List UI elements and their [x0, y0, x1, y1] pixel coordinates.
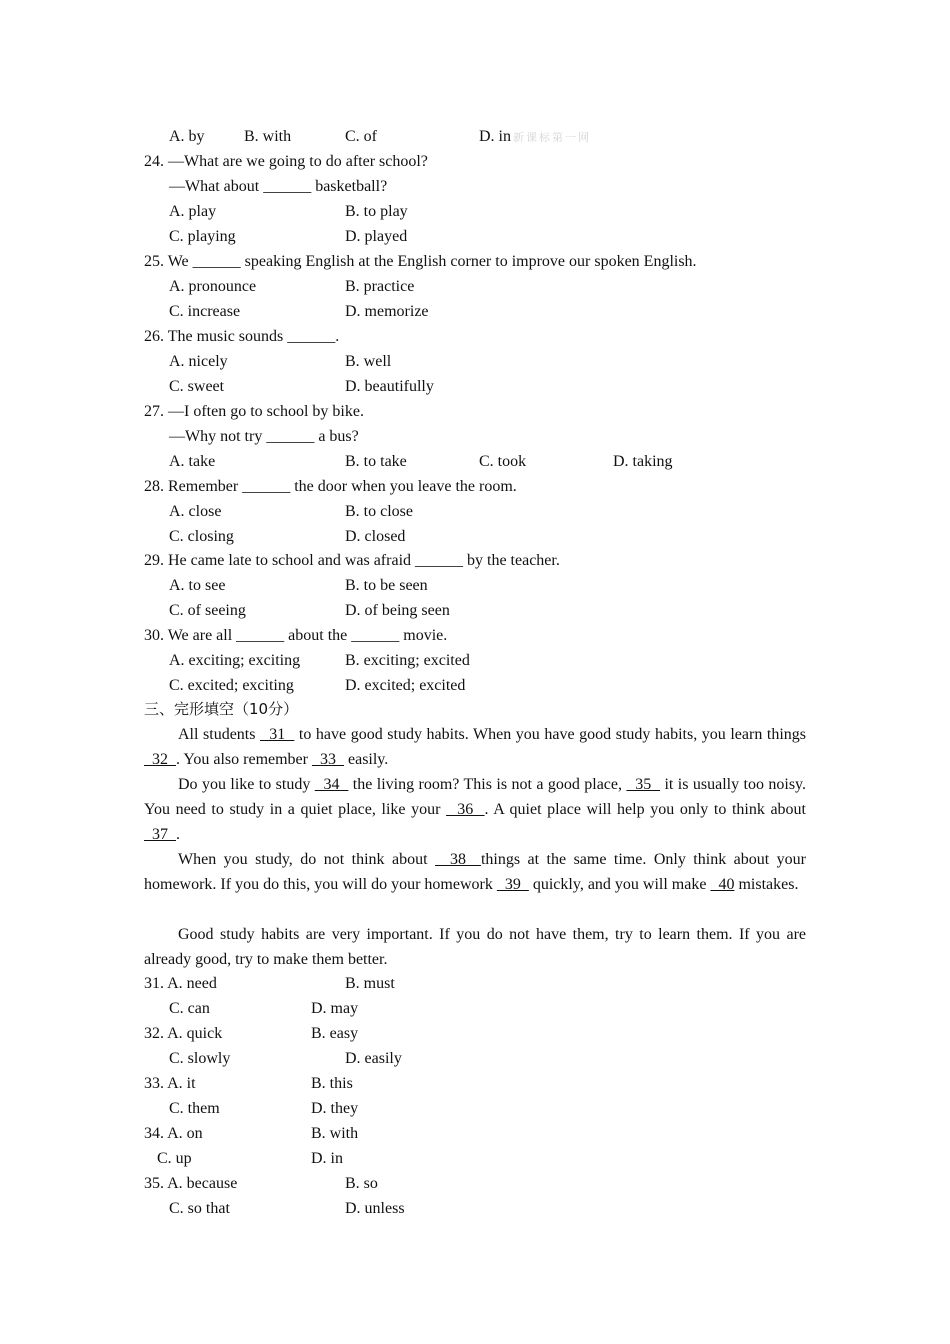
option-d: D. excited; excited	[345, 677, 466, 694]
option-b: B. to be seen	[345, 577, 428, 594]
option-a: A. pronounce	[169, 278, 257, 295]
blank-31: 31	[260, 726, 295, 743]
option-d: D. easily	[345, 1050, 402, 1067]
option-a: A. by	[169, 128, 205, 145]
option-b: B. to close	[345, 503, 413, 520]
option-b: B. with	[244, 128, 292, 145]
blank-36: 36	[446, 801, 485, 818]
option-b: B. this	[311, 1075, 353, 1092]
option-d: D. in	[311, 1150, 343, 1167]
blank-39: 39	[496, 876, 529, 893]
option-c: C. closing	[169, 528, 234, 545]
option-d: D. closed	[345, 528, 406, 545]
option-c: C. so that	[169, 1200, 230, 1217]
option-b: B. practice	[345, 278, 415, 295]
option-d: D. unless	[345, 1200, 405, 1217]
watermark: 新课标第一网	[513, 132, 591, 144]
option-a: 34. A. on	[144, 1125, 203, 1142]
option-a: A. take	[169, 453, 216, 470]
blank-34: 34	[314, 776, 349, 793]
passage-paragraph-3: When you study, do not think about 38 things at the same time. Only think about your homework. If you do this, you will do your homework 39 quickly, and you will make 40 mistakes.	[144, 851, 807, 893]
option-d: D. may	[311, 1000, 359, 1017]
option-a: A. nicely	[169, 353, 228, 370]
option-c: C. took	[479, 453, 527, 470]
option-a: 33. A. it	[144, 1075, 196, 1092]
option-b: B. exciting; excited	[345, 652, 470, 669]
option-c: C. can	[169, 1000, 210, 1017]
option-b: B. to play	[345, 203, 408, 220]
option-d: D. in 新课标第一网	[479, 128, 591, 145]
blank-38: 38	[435, 851, 481, 868]
option-c: C. sweet	[169, 378, 225, 395]
passage-paragraph-1: All students 31 to have good study habits. When you have good study habits, you learn things 32 . You also remember 33 easily.	[144, 726, 807, 768]
passage-paragraph-2: Do you like to study 34 the living room? This is not a good place, 35 it is usually too noisy. You need to study in a quiet place, like your 36 . A quiet place will help you only to think about 37 .	[144, 776, 807, 843]
blank-35: 35	[626, 776, 661, 793]
option-a: A. to see	[169, 577, 226, 594]
option-a: 32. A. quick	[144, 1025, 223, 1042]
blank-37: 37	[144, 826, 176, 843]
option-d: D. taking	[613, 453, 673, 470]
option-c: C. increase	[169, 303, 241, 320]
option-d: D. they	[311, 1100, 359, 1117]
option-b: B. must	[345, 975, 395, 992]
option-c: C. them	[169, 1100, 220, 1117]
option-d: D. of being seen	[345, 602, 450, 619]
option-b: B. well	[345, 353, 392, 370]
option-a: A. close	[169, 503, 222, 520]
option-a: 35. A. because	[144, 1175, 238, 1192]
option-d: D. played	[345, 228, 408, 245]
option-b: B. to take	[345, 453, 407, 470]
blank-33: 33	[311, 751, 344, 768]
option-c: C. playing	[169, 228, 236, 245]
option-c: C. of seeing	[169, 602, 246, 619]
option-b: B. easy	[311, 1025, 359, 1042]
option-b: B. so	[345, 1175, 378, 1192]
option-c: C. up	[157, 1150, 192, 1167]
option-c: C. of	[345, 128, 377, 145]
option-c: C. excited; exciting	[169, 677, 294, 694]
blank-32: 32	[144, 751, 176, 768]
option-d: D. beautifully	[345, 378, 434, 395]
option-a: A. play	[169, 203, 217, 220]
option-d: D. memorize	[345, 303, 429, 320]
blank-40: 40	[710, 876, 735, 893]
option-a: A. exciting; exciting	[169, 652, 301, 669]
passage-paragraph-4: Good study habits are very important. If you do not have them, try to learn them. If you are already good, try to make them better.	[144, 926, 806, 968]
option-a: 31. A. need	[144, 975, 217, 992]
option-b: B. with	[311, 1125, 359, 1142]
option-c: C. slowly	[169, 1050, 231, 1067]
